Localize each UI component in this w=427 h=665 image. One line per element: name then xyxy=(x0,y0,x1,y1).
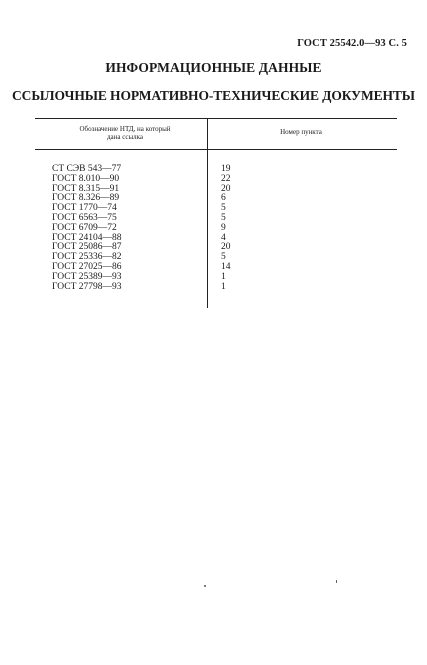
item-number: 19 xyxy=(221,164,231,174)
document-designation: ГОСТ 27025—86 xyxy=(52,261,122,272)
document-designation: СТ СЭВ 543—77 xyxy=(52,164,122,174)
table-row xyxy=(35,283,397,293)
item-number: 4 xyxy=(221,232,226,243)
document-designation: ГОСТ 24104—88 xyxy=(52,232,122,243)
item-number: 20 xyxy=(221,242,231,253)
item-number: 1 xyxy=(221,271,226,282)
item-number: 5 xyxy=(221,203,226,214)
document-designation: ГОСТ 25389—93 xyxy=(52,271,122,282)
document-designation: ГОСТ 6563—75 xyxy=(52,212,117,223)
document-designation: ГОСТ 27798—93 xyxy=(52,281,122,292)
document-designation: ГОСТ 25086—87 xyxy=(52,242,122,253)
document-designation: ГОСТ 25336—82 xyxy=(52,252,122,263)
item-number: 22 xyxy=(221,173,231,184)
column-header-document-line1: Обозначение НТД, на который xyxy=(79,125,171,133)
scan-speck xyxy=(204,585,206,587)
scan-speck xyxy=(336,580,337,583)
item-number: 20 xyxy=(221,183,231,194)
table-top-rule xyxy=(35,118,397,119)
column-header-item-number: Номер пункта xyxy=(280,128,322,136)
item-number: 5 xyxy=(221,252,226,263)
item-number: 1 xyxy=(221,281,226,292)
document-subtitle: ССЫЛОЧНЫЕ НОРМАТИВНО-ТЕХНИЧЕСКИЕ ДОКУМЕНТЫ xyxy=(12,88,415,103)
document-designation: ГОСТ 6709—72 xyxy=(52,222,117,233)
document-designation: ГОСТ 8.010—90 xyxy=(52,173,120,184)
document-designation: ГОСТ 1770—74 xyxy=(52,203,117,214)
item-number: 5 xyxy=(221,212,226,223)
table-header-rule xyxy=(35,149,397,150)
document-designation: ГОСТ 8.315—91 xyxy=(52,183,120,194)
table-body xyxy=(35,165,397,292)
page-header: ГОСТ 25542.0—93 С. 5 xyxy=(297,38,407,49)
item-number: 14 xyxy=(221,261,231,272)
document-designation: ГОСТ 8.326—89 xyxy=(52,193,120,204)
column-header-document-line2: дана ссылка xyxy=(106,133,144,141)
item-number: 9 xyxy=(221,222,226,233)
section-title: ИНФОРМАЦИОННЫЕ ДАННЫЕ xyxy=(105,60,322,75)
column-header-document xyxy=(55,125,195,141)
item-number: 6 xyxy=(221,193,226,204)
references-table xyxy=(35,118,397,308)
